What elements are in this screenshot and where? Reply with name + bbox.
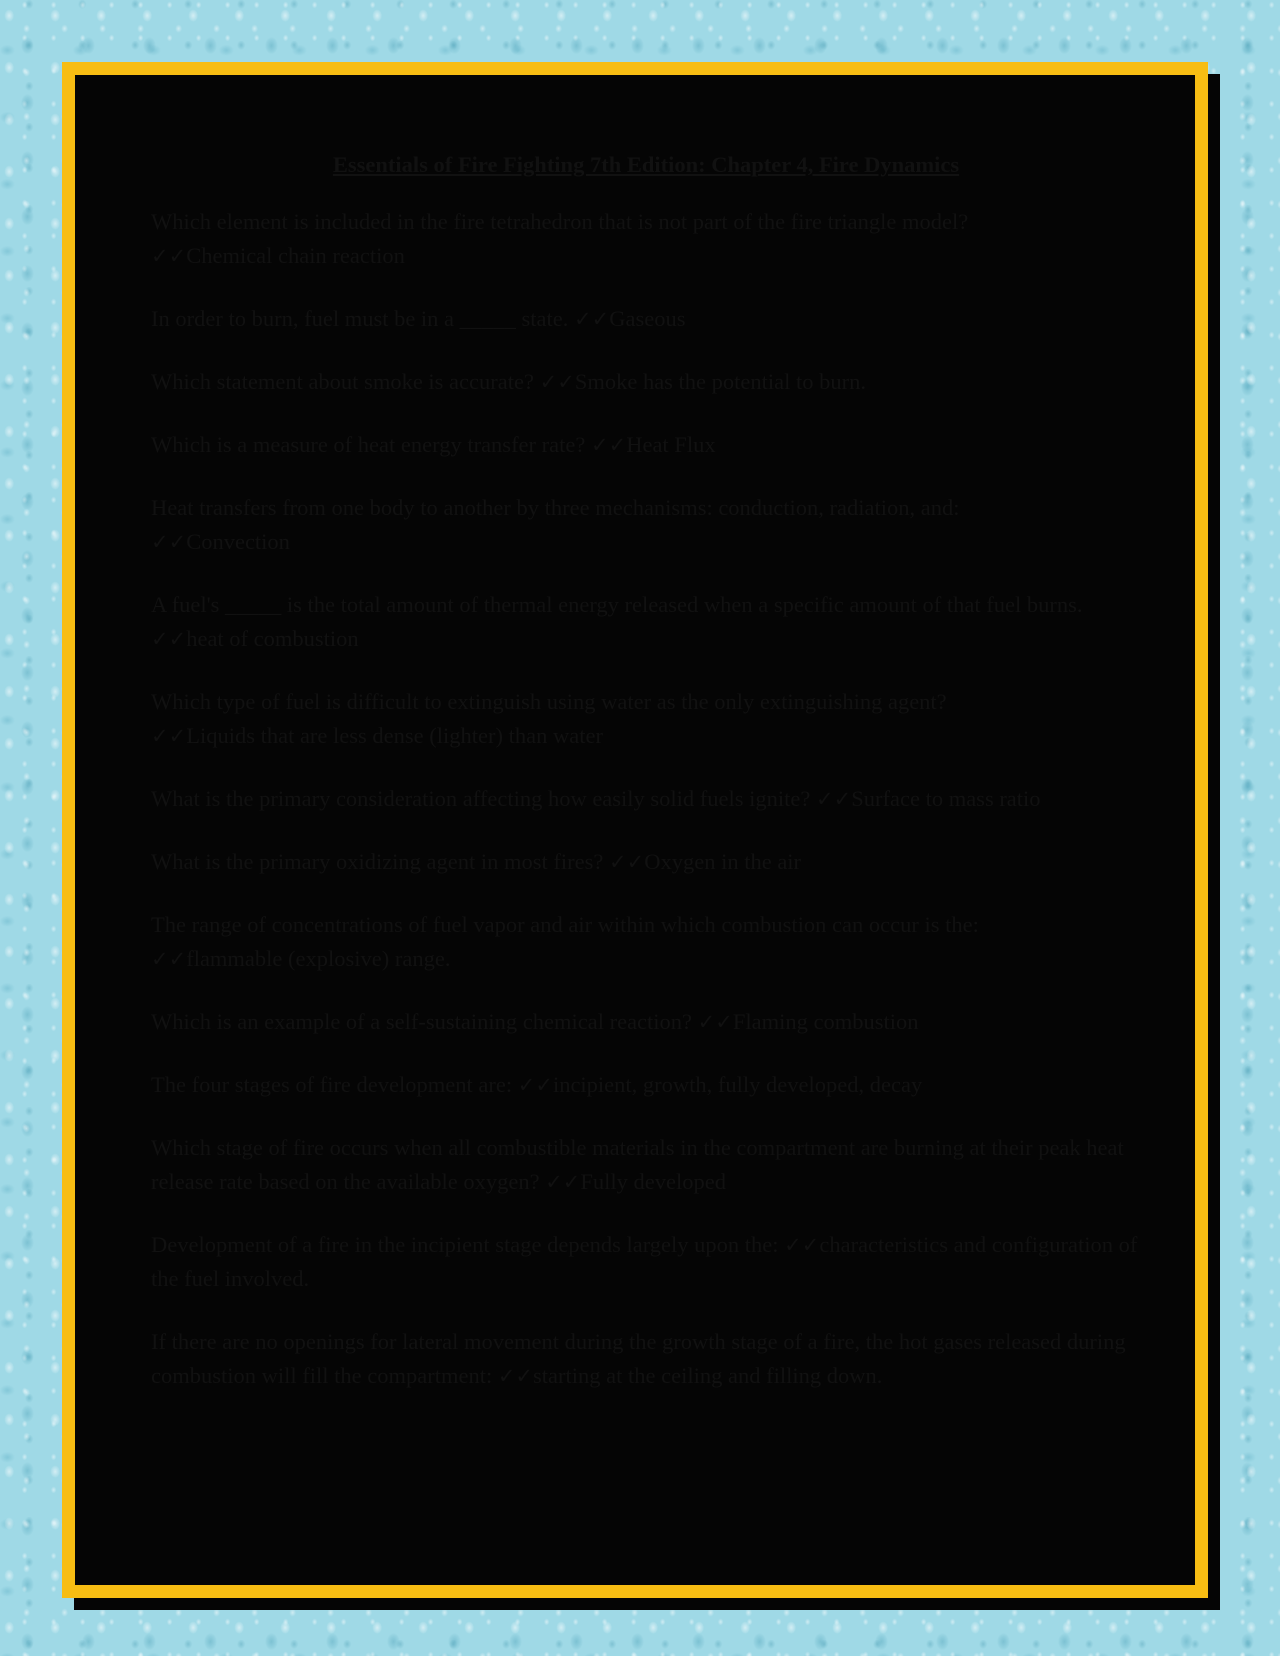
double-check-icon: ✓✓ bbox=[609, 850, 645, 875]
answer-text: heat of combustion bbox=[186, 626, 359, 652]
qa-item bbox=[151, 845, 1141, 879]
qa-item bbox=[151, 428, 1141, 462]
qa-item bbox=[151, 1068, 1141, 1102]
answer-text: characteristics and configuration of the fuel involved. bbox=[151, 1232, 1138, 1292]
question-text: The four stages of fire development are: bbox=[151, 1072, 518, 1098]
question-text: What is the primary consideration affecting how easily solid fuels ignite? bbox=[151, 786, 817, 812]
answer-text: Surface to mass ratio bbox=[851, 786, 1041, 812]
qa-item bbox=[151, 685, 1141, 753]
qa-item bbox=[151, 365, 1141, 399]
qa-item bbox=[151, 782, 1141, 816]
question-text: In order to burn, fuel must be in a _____ state. bbox=[151, 306, 575, 332]
double-check-icon: ✓✓ bbox=[151, 724, 187, 749]
double-check-icon: ✓✓ bbox=[574, 307, 610, 332]
double-check-icon: ✓✓ bbox=[151, 947, 187, 972]
double-check-icon: ✓✓ bbox=[784, 1233, 820, 1258]
double-check-icon: ✓✓ bbox=[151, 627, 187, 652]
answer-text: Convection bbox=[186, 529, 290, 555]
answer-text: Flaming combustion bbox=[732, 1009, 919, 1035]
answer-text: incipient, growth, fully developed, decay bbox=[552, 1072, 923, 1098]
qa-item bbox=[151, 1131, 1141, 1199]
double-check-icon: ✓✓ bbox=[151, 530, 187, 555]
double-check-icon: ✓✓ bbox=[697, 1010, 733, 1035]
double-check-icon: ✓✓ bbox=[816, 787, 852, 812]
question-text: The range of concentrations of fuel vapor and air within which combustion can occur is the: bbox=[151, 912, 979, 938]
double-check-icon: ✓✓ bbox=[545, 1170, 581, 1195]
answer-text: Liquids that are less dense (lighter) than water bbox=[186, 723, 603, 749]
double-check-icon: ✓✓ bbox=[591, 433, 627, 458]
answer-text: Gaseous bbox=[609, 306, 686, 332]
qa-item bbox=[151, 588, 1141, 656]
question-text: Which is a measure of heat energy transfer rate? bbox=[151, 432, 591, 458]
qa-item bbox=[151, 1325, 1141, 1393]
question-text: If there are no openings for lateral movement during the growth stage of a fire, the hot gases released during combustion will fill the compartment: bbox=[151, 1329, 1126, 1389]
answer-text: starting at the ceiling and filling down. bbox=[533, 1363, 883, 1389]
question-text: Which stage of fire occurs when all combustible materials in the compartment are burning at their peak heat release rate based on the available oxygen? bbox=[151, 1135, 1124, 1195]
qa-item bbox=[151, 1005, 1141, 1039]
qa-item bbox=[151, 302, 1141, 336]
question-text: Which element is included in the fire tetrahedron that is not part of the fire triangle model? bbox=[151, 209, 969, 235]
answer-text: Oxygen in the air bbox=[644, 849, 802, 875]
question-text: Development of a fire in the incipient stage depends largely upon the: bbox=[151, 1232, 785, 1258]
qa-item bbox=[151, 205, 1141, 273]
question-text: What is the primary oxidizing agent in most fires? bbox=[151, 849, 610, 875]
question-text: Which type of fuel is difficult to extinguish using water as the only extinguishing agent? bbox=[151, 689, 947, 715]
qa-list bbox=[151, 205, 1141, 1393]
question-text: Which statement about smoke is accurate? bbox=[151, 369, 540, 395]
double-check-icon: ✓✓ bbox=[151, 244, 187, 269]
question-text: Heat transfers from one body to another by three mechanisms: conduction, radiation, and: bbox=[151, 495, 960, 521]
qa-item bbox=[151, 1228, 1141, 1296]
qa-item bbox=[151, 908, 1141, 976]
double-check-icon: ✓✓ bbox=[517, 1073, 553, 1098]
answer-text: flammable (explosive) range. bbox=[186, 946, 451, 972]
document-title: Essentials of Fire Fighting 7th Edition: Chapter 4, Fire Dynamics bbox=[332, 152, 960, 177]
double-check-icon: ✓✓ bbox=[539, 370, 575, 395]
qa-item bbox=[151, 491, 1141, 559]
answer-text: Chemical chain reaction bbox=[186, 243, 405, 269]
question-text: Which is an example of a self-sustaining chemical reaction? bbox=[151, 1009, 698, 1035]
question-text: A fuel's _____ is the total amount of thermal energy released when a specific amount of that fuel burns. bbox=[151, 592, 1083, 618]
answer-text: Heat Flux bbox=[626, 432, 716, 458]
document-body bbox=[151, 138, 1141, 1422]
double-check-icon: ✓✓ bbox=[497, 1364, 534, 1389]
answer-text: Fully developed bbox=[580, 1169, 726, 1195]
answer-text: Smoke has the potential to burn. bbox=[574, 369, 867, 395]
